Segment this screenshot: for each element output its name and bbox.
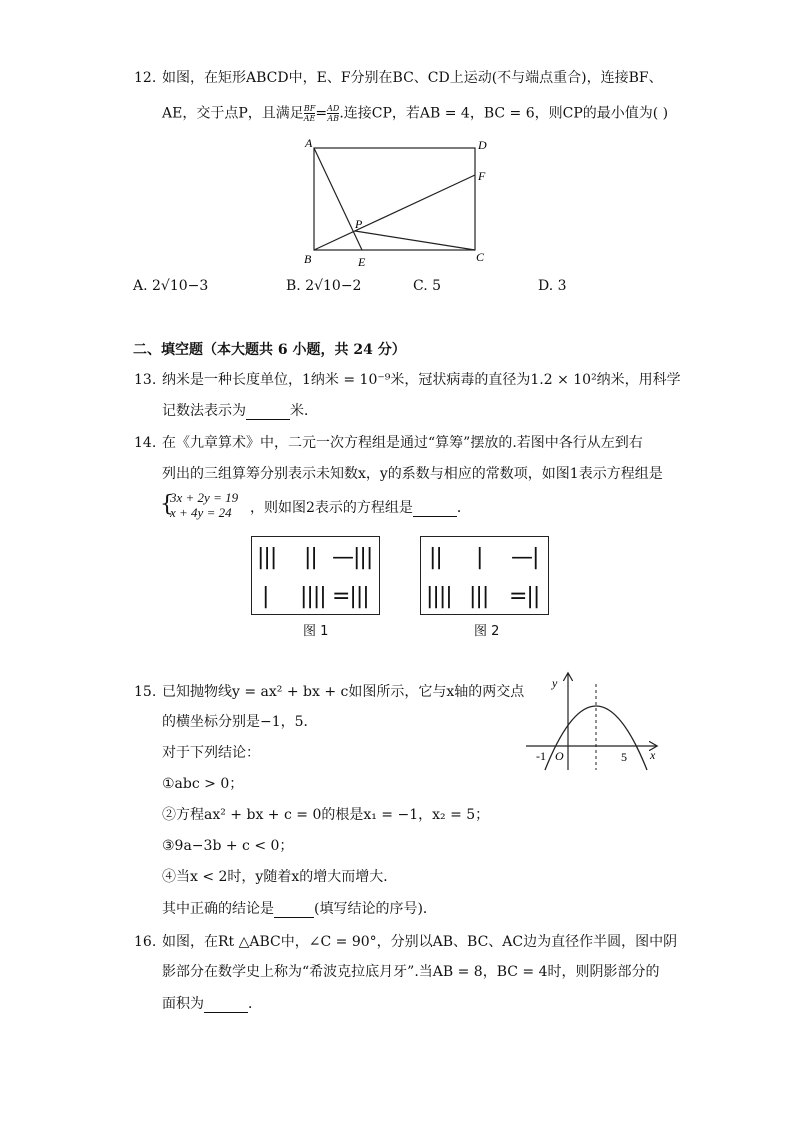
q15-number: 15.	[134, 684, 157, 700]
frac1-numerator: BF	[303, 104, 316, 113]
q15-conclusion-4: ④当x < 2时，y随着x的增大而增大．	[162, 869, 398, 885]
q15-line2: 的横坐标分别是−1，5．	[162, 714, 318, 730]
frac1-denominator: AE	[303, 114, 316, 123]
q15-answer	[162, 899, 437, 918]
rod-fig1-r2-c1: |	[262, 584, 269, 609]
q12-number: 12.	[134, 70, 157, 86]
rod-fig2-r2-c1: ||||	[426, 584, 452, 609]
q16-line2: 影部分在数学史上称为“希波克拉底月牙”.当AB = 8，BC = 4时，则阴影部分的	[162, 964, 660, 980]
label-p: P	[355, 217, 363, 231]
q15-parabola-graph	[520, 668, 670, 776]
q15-answer-blank[interactable]	[274, 899, 314, 918]
counting-rods-figure-1	[251, 536, 380, 615]
q12-option-a[interactable]: A. 2√10−3	[133, 278, 209, 294]
q15-intro: 对于下列结论：	[162, 745, 260, 761]
q14-equation-2: x + 4y = 24	[170, 505, 232, 520]
figure-1-caption: 图 1	[303, 624, 329, 639]
q16-line3-a: 面积为	[162, 996, 204, 1012]
section-title: 二、填空题（本大题共 6 小题，共 24 分）	[133, 342, 406, 358]
segment-ae	[314, 148, 362, 250]
rod-fig2-r1-c3: —|	[511, 545, 539, 570]
q13-number: 13.	[134, 372, 157, 388]
q15-conclusion-2: ②方程ax² + bx + c = 0的根是x₁ = −1，x₂ = 5；	[162, 807, 490, 823]
q14-line1: 在《九章算术》中，二元一次方程组是通过“算筹”摆放的.若图中各行从左到右	[162, 435, 643, 451]
q13-line1: 纳米是一种长度单位，1纳米 = 10⁻⁹米，冠状病毒的直径为1.2 × 10²纳米，用科学	[162, 372, 681, 388]
q15-line1: 已知抛物线y = ax² + bx + c如图所示，它与x轴的两交点	[162, 684, 525, 700]
label-a: A	[305, 136, 313, 150]
rod-fig2-r2-c3: =||	[509, 584, 540, 609]
q16-line3-b: ．	[248, 996, 262, 1012]
q12-fraction-2	[327, 104, 339, 123]
q15-conclusion-3: ③9a−3b + c < 0；	[162, 838, 294, 854]
label-f: F	[478, 169, 486, 183]
rod-fig2-r1-c2: |	[476, 545, 483, 570]
q15-answer-b: (填写结论的序号)．	[314, 901, 437, 917]
rod-fig1-r2-c2: ||||	[300, 584, 326, 609]
q15-answer-a: 其中正确的结论是	[162, 901, 274, 917]
segment-bf	[314, 175, 475, 250]
label-b: B	[304, 252, 312, 266]
label-neg1: -1	[536, 749, 546, 763]
figure-2-caption: 图 2	[474, 624, 500, 639]
rod-fig2-r2-c2: |||	[469, 584, 489, 609]
q12-option-d[interactable]: D. 3	[538, 278, 567, 294]
q13-answer-blank[interactable]	[246, 401, 290, 420]
label-d: D	[478, 138, 487, 152]
rod-fig1-r1-c2: ||	[304, 545, 317, 570]
q16-number: 16.	[134, 934, 157, 950]
q14-line3	[250, 498, 471, 517]
rod-fig1-r2-c3: =|||	[332, 584, 369, 609]
frac2-denominator: AB	[327, 114, 340, 123]
q13-line2-b: 米．	[290, 403, 318, 419]
rod-fig1-r1-c3: —|||	[332, 545, 373, 570]
q13-line2-a: 记数法表示为	[162, 403, 246, 419]
q14-equation-1: 3x + 2y = 19	[170, 490, 239, 505]
q12-rectangle-figure	[300, 134, 500, 274]
rod-fig1-r1-c1: |||	[257, 545, 277, 570]
q14-system	[170, 490, 238, 520]
q12-line2-b: .连接CP，若AB = 4，BC = 6，则CP的最小值为( )	[339, 105, 669, 122]
q12-line1: 如图，在矩形ABCD中，E、F分别在BC、CD上运动(不与端点重合)，连接BF、	[162, 70, 663, 86]
q13-line2	[162, 401, 318, 420]
q14-answer-blank[interactable]	[413, 498, 457, 517]
q12-line2-a: AE，交于点P，且满足	[162, 105, 304, 122]
q16-answer-blank[interactable]	[204, 994, 248, 1013]
q16-line3	[162, 994, 262, 1013]
q14-line3-end: ．	[456, 500, 471, 516]
q12-line2	[162, 104, 668, 123]
counting-rods-figure-2	[420, 536, 549, 615]
label-e: E	[358, 255, 366, 269]
q12-eq: =	[315, 105, 328, 122]
q12-option-b[interactable]: B. 2√10−2	[286, 278, 362, 294]
q14-line2: 列出的三组算筹分别表示未知数x，y的系数与相应的常数项，如图1表示方程组是	[162, 466, 663, 482]
label-y: y	[552, 676, 558, 690]
frac2-numerator: AD	[327, 104, 340, 113]
q14-number: 14.	[134, 435, 157, 451]
label-origin: O	[555, 749, 564, 763]
q14-brace: {	[160, 492, 174, 517]
rod-fig2-r1-c1: ||	[429, 545, 442, 570]
label-5: 5	[621, 750, 627, 764]
q15-conclusion-1: ①abc > 0；	[162, 776, 244, 792]
q16-line1: 如图，在Rt △ABC中，∠C = 90°，分别以AB、BC、AC边为直径作半圆，图中阴	[162, 934, 678, 950]
segment-pc	[355, 231, 475, 250]
q14-line3-text: ，则如图2表示的方程组是	[250, 500, 413, 516]
q12-fraction-1	[304, 104, 316, 123]
label-x: x	[650, 748, 656, 762]
label-c: C	[476, 250, 485, 264]
q12-option-c[interactable]: C. 5	[413, 278, 442, 294]
